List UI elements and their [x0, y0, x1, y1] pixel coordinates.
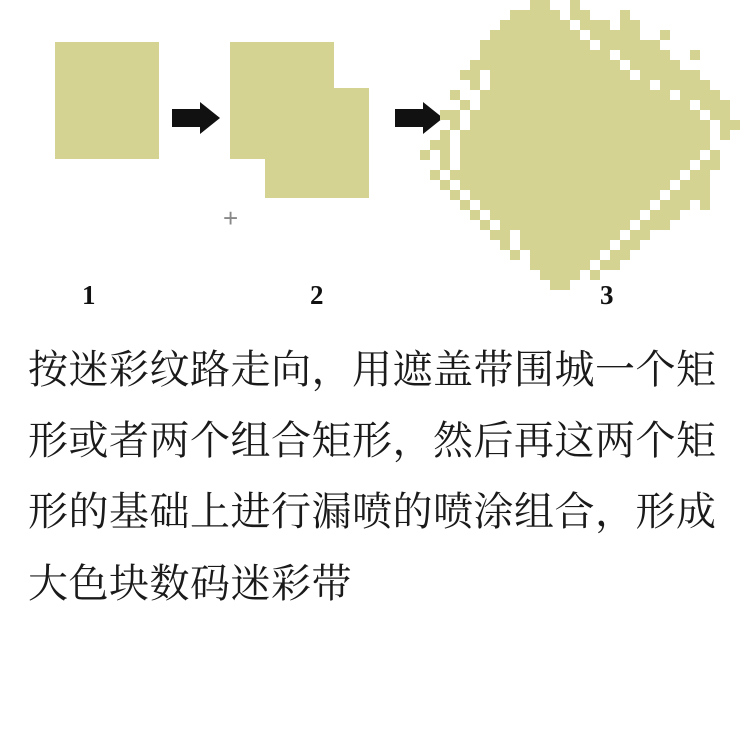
step-2-group: [205, 0, 395, 240]
step-3-group: [420, 0, 740, 290]
caption-text: 按迷彩纹路走向，用遮盖带围城一个矩形或者两个组合矩形，然后再这两个矩形的基础上进行漏喷的喷涂组合，形成大色块数码迷彩带: [28, 347, 717, 607]
mask-rectangle-secondary: [265, 88, 369, 198]
plus-sign: +: [223, 203, 239, 233]
pixel-camouflage-pattern: [420, 0, 740, 290]
step-number-1: 1: [82, 280, 96, 310]
step-number-3: 3: [600, 280, 614, 310]
step-1-group: [30, 0, 170, 240]
step-number-2: 2: [310, 280, 324, 310]
camouflage-process-diagram: [0, 0, 752, 322]
mask-rectangle-primary: [55, 42, 159, 159]
